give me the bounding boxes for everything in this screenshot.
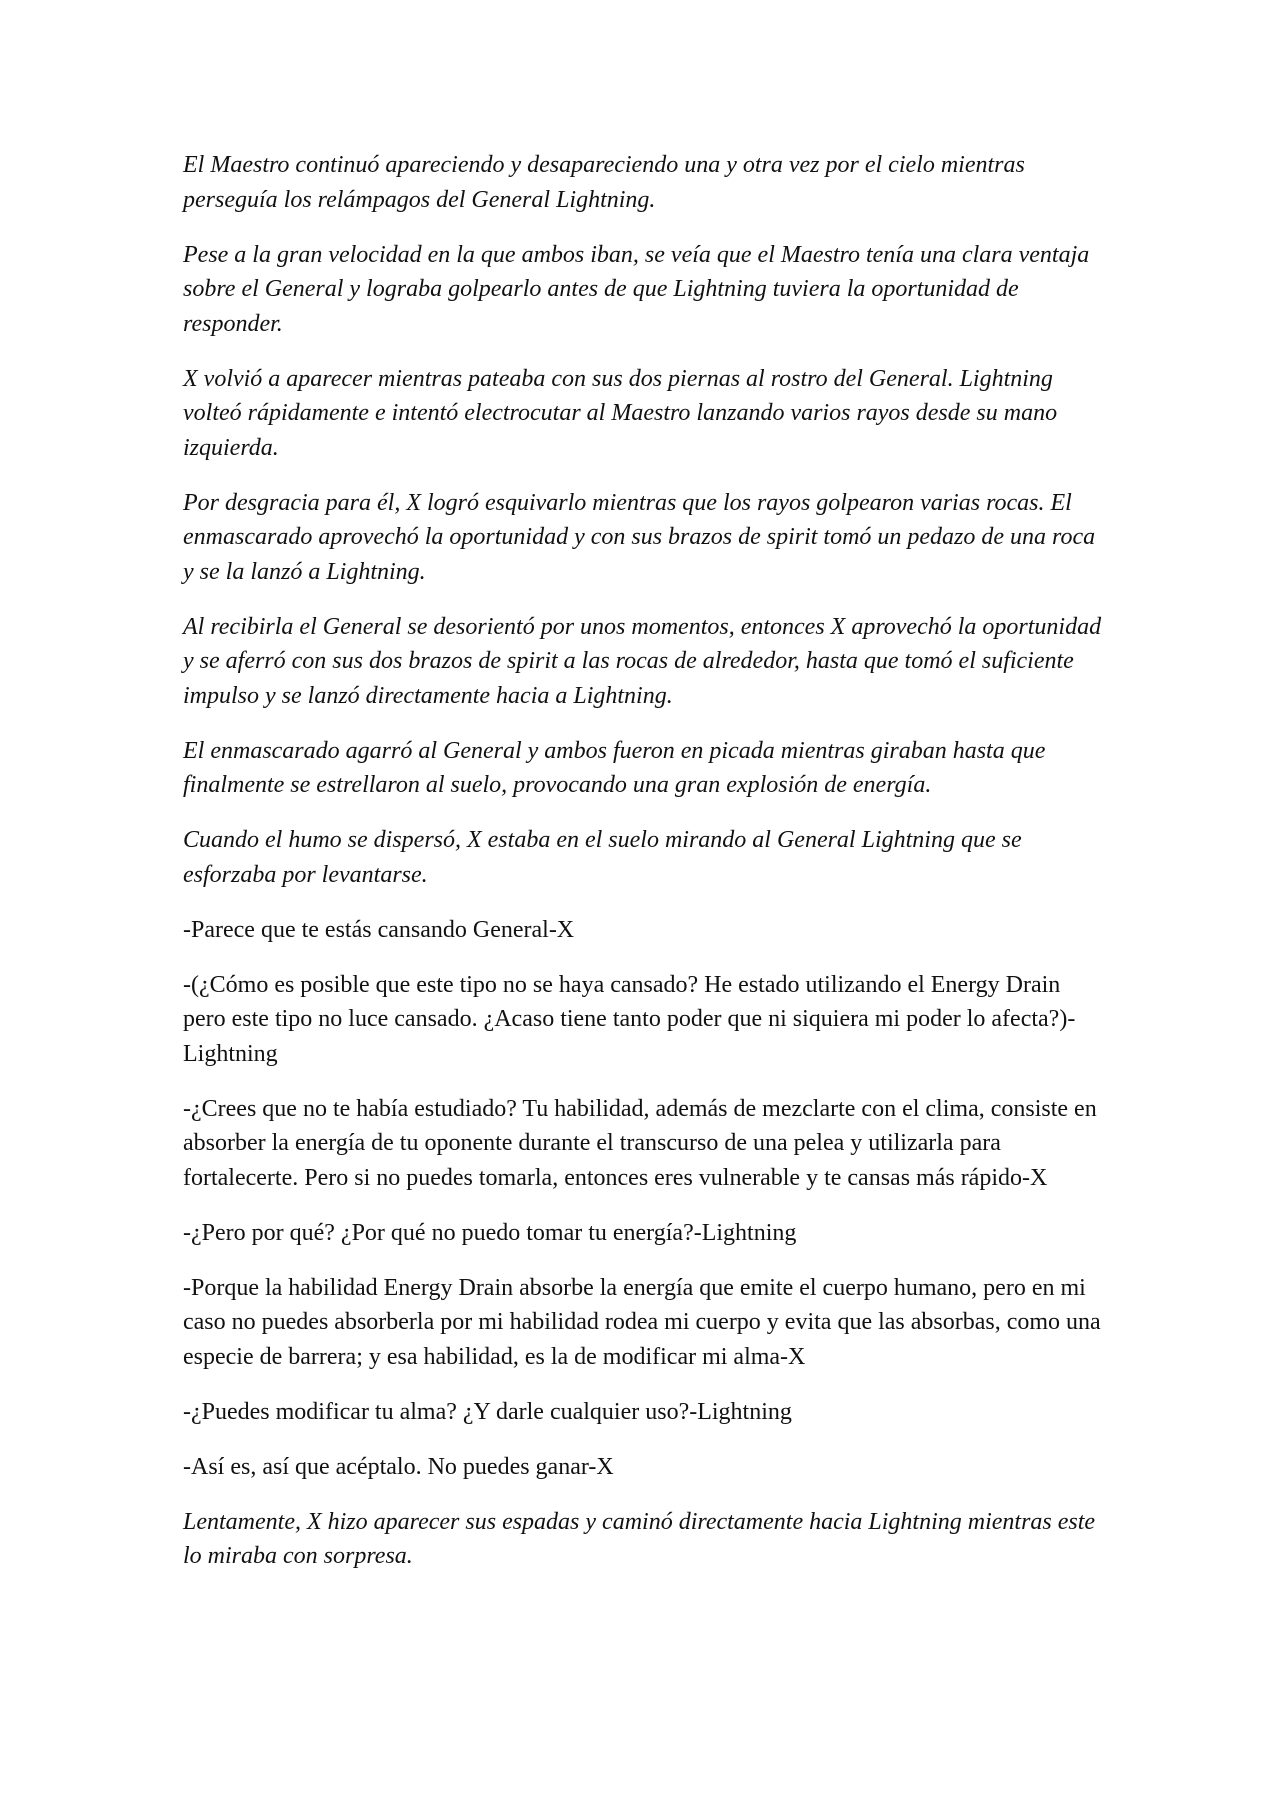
paragraph-narration: X volvió a aparecer mientras pateaba con sus dos piernas al rostro del General. Lightning volteó rápidamente e intentó electrocutar al Maestro lanzando varios rayos desde su mano izquierda. (183, 365, 1058, 461)
paragraph-dialogue: -¿Puedes modificar tu alma? ¿Y darle cualquier uso?-Lightning (183, 1398, 792, 1425)
paragraph-narration: Por desgracia para él, X logró esquivarlo mientras que los rayos golpearon varias rocas. El enmascarado aprovechó la oportunidad y con sus brazos de spirit tomó un pedazo de una roca y se la lanzó a Lightning. (183, 489, 1096, 585)
paragraph-narration: Pese a la gran velocidad en la que ambos iban, se veía que el Maestro tenía una clara ventaja sobre el General y lograba golpearlo antes de que Lightning tuviera la oportunidad de responder. (183, 241, 1090, 337)
paragraph-narration: Lentamente, X hizo aparecer sus espadas y caminó directamente hacia Lightning mientras este lo miraba con sorpresa. (183, 1508, 1096, 1569)
paragraph-narration: El Maestro continuó apareciendo y desapareciendo una y otra vez por el cielo mientras perseguía los relámpagos del General Lightning. (183, 152, 1025, 213)
paragraph-narration: Al recibirla el General se desorientó por unos momentos, entonces X aprovechó la oportunidad y se aferró con sus dos brazos de spirit a las rocas de alrededor, hasta que tomó el suficiente impulso y se lanzó directamente hacia a Lightning. (183, 613, 1102, 709)
paragraph-dialogue: -Así es, así que acéptalo. No puedes ganar-X (183, 1453, 614, 1480)
paragraph-dialogue: -Porque la habilidad Energy Drain absorbe la energía que emite el cuerpo humano, pero en mi caso no puedes absorberla por mi habilidad rodea mi cuerpo y evita que las absorbas, como una especie de barrera; y esa habilidad, es la de modificar mi alma-X (183, 1274, 1101, 1370)
paragraph-narration: Cuando el humo se dispersó, X estaba en el suelo mirando al General Lightning que se esforzaba por levantarse. (183, 827, 1022, 888)
document-body (183, 148, 1103, 1594)
paragraph-dialogue: -¿Pero por qué? ¿Por qué no puedo tomar tu energía?-Lightning (183, 1219, 797, 1246)
paragraph-narration: El enmascarado agarró al General y ambos fueron en picada mientras giraban hasta que finalmente se estrellaron al suelo, provocando una gran explosión de energía. (183, 737, 1046, 798)
paragraph-dialogue: -¿Crees que no te había estudiado? Tu habilidad, además de mezclarte con el clima, consiste en absorber la energía de tu oponente durante el transcurso de una pelea y utilizarla para fortalecerte. Pero si no puedes tomarla, entonces eres vulnerable y te cansas más rápido-X (183, 1095, 1097, 1191)
paragraph-dialogue: -(¿Cómo es posible que este tipo no se haya cansado? He estado utilizando el Energy Drain pero este tipo no luce cansado. ¿Acaso tiene tanto poder que ni siquiera mi poder lo afecta?)-Lightning (183, 971, 1076, 1067)
paragraph-dialogue: -Parece que te estás cansando General-X (183, 916, 575, 943)
